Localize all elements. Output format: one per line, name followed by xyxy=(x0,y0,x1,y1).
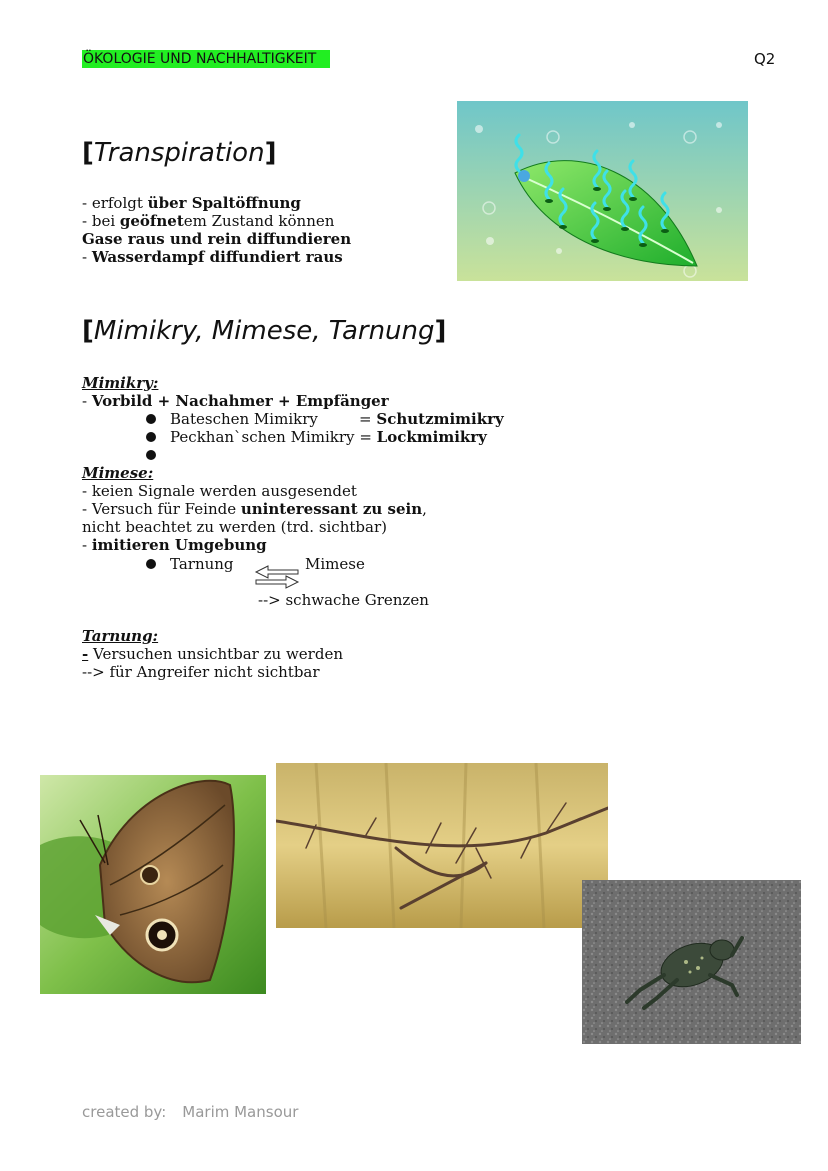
toad-photo xyxy=(582,880,801,1044)
document-topic: ÖKOLOGIE UND NACHHALTIGKEIT xyxy=(82,50,330,68)
bullet-icon xyxy=(146,559,156,569)
tarnung-subheading: Tarnung: xyxy=(82,627,159,645)
list-item-tarnung: Tarnung Mimese xyxy=(146,555,156,573)
mimikry-subheading: Mimikry: xyxy=(82,374,159,392)
list-item-empty xyxy=(146,446,156,464)
course-code: Q2 xyxy=(754,50,776,68)
stick-insect-photo xyxy=(276,763,608,928)
list-item-peckhan: Peckhan`schen Mimikry = Lockmimikry xyxy=(146,428,156,446)
bidirectional-arrow-icon xyxy=(254,564,300,590)
leaf-transpiration-image xyxy=(457,101,748,281)
tarnung-notes: - Versuchen unsichtbar zu werden --> für Angreifer nicht sichtbar xyxy=(82,645,343,681)
transpiration-notes: - erfolgt über Spaltöffnung - bei geöfnetem Zustand können Gase raus und rein diffundieren - Wasserdampf diffundiert raus xyxy=(82,194,352,266)
list-item-bateschen: Bateschen Mimikry = Schutzmimikry xyxy=(146,410,156,428)
mimese-notes: - keien Signale werden ausgesendet - Versuch für Feinde uninteressant zu sein, nicht beachtet zu werden (trd. sichtbar) - imitieren Umgebung xyxy=(82,482,427,554)
butterfly-photo xyxy=(40,775,266,994)
bullet-icon xyxy=(146,414,156,424)
bullet-icon xyxy=(146,450,156,460)
footer-credit: created by: Marim Mansour xyxy=(82,1103,299,1121)
transpiration-heading: [Transpiration] xyxy=(82,138,277,168)
mimikry-section-heading: [Mimikry, Mimese, Tarnung] xyxy=(82,316,447,346)
mimikry-definition: - Vorbild + Nachahmer + Empfänger xyxy=(82,392,389,410)
bullet-icon xyxy=(146,432,156,442)
weak-boundaries-note: --> schwache Grenzen xyxy=(258,591,429,609)
mimese-subheading: Mimese: xyxy=(82,464,154,482)
